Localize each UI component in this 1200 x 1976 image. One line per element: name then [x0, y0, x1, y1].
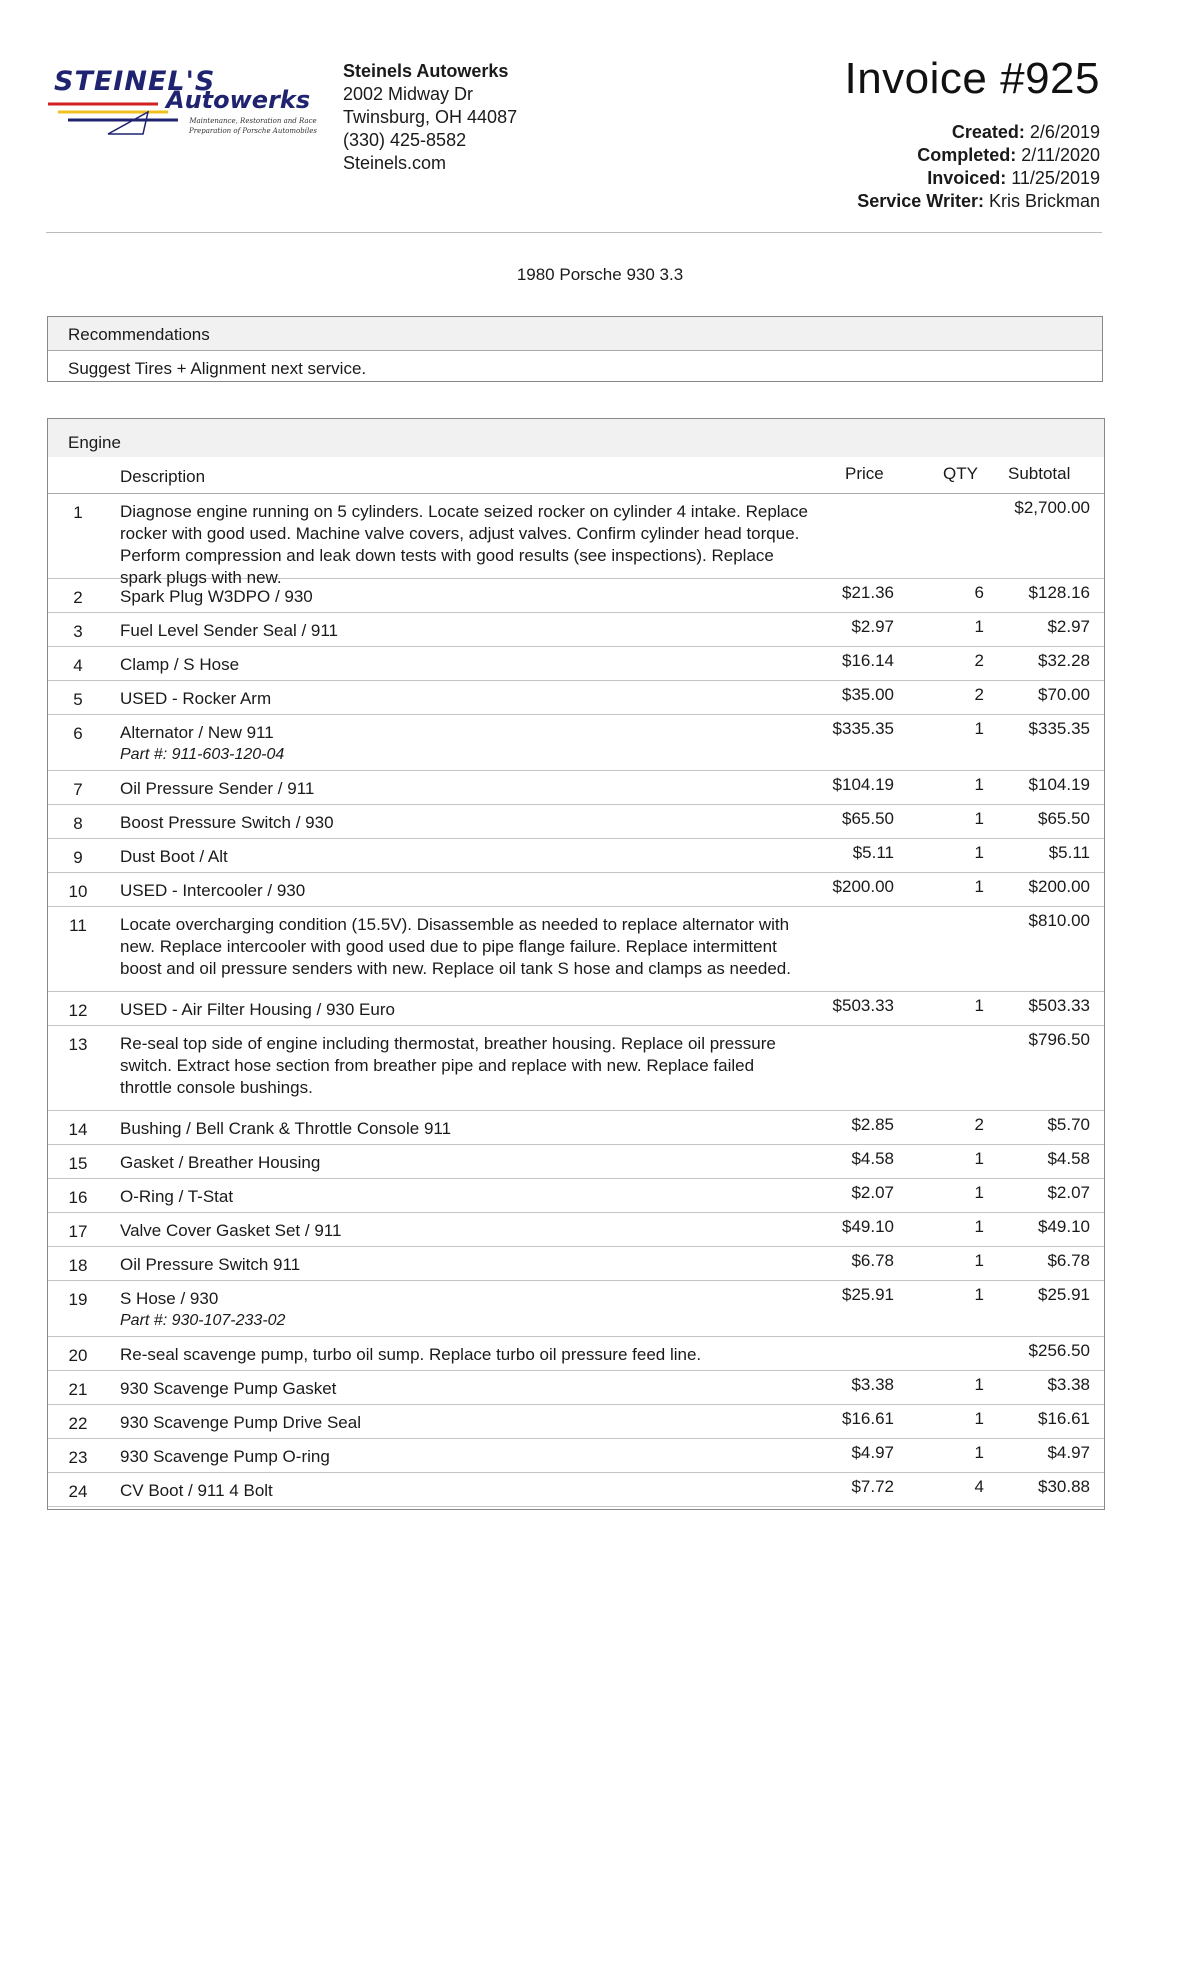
line-description [120, 1480, 810, 1502]
line-description [120, 812, 810, 834]
line-description [120, 1118, 810, 1140]
invoiced-date: 11/25/2019 [1011, 168, 1100, 188]
description-text: Dust Boot / Alt [120, 847, 228, 866]
part-number: Part #: 911-603-120-04 [120, 746, 285, 763]
table-row [48, 647, 1104, 681]
line-subtotal: $128.16 [1028, 583, 1090, 602]
quantity: 1 [974, 1183, 984, 1202]
table-row [48, 873, 1104, 907]
table-row [48, 715, 1104, 771]
service-writer: Kris Brickman [988, 191, 1100, 211]
line-subtotal: $256.50 [1028, 1341, 1090, 1360]
quantity: 1 [974, 1149, 984, 1168]
description-text: 930 Scavenge Pump Gasket [120, 1379, 337, 1398]
description-text: Spark Plug W3DPO / 930 [120, 587, 313, 606]
line-subtotal: $32.28 [1038, 651, 1090, 670]
description-text: Bushing / Bell Crank & Throttle Console 911 [120, 1119, 452, 1138]
line-number: 4 [73, 656, 83, 675]
quantity: 1 [974, 877, 984, 896]
line-description [120, 1220, 810, 1242]
unit-price: $503.33 [832, 996, 894, 1015]
line-description [120, 880, 810, 902]
description-text: O-Ring / T-Stat [120, 1187, 234, 1206]
line-description [120, 620, 810, 642]
line-number: 6 [73, 724, 83, 743]
description-header: Description [120, 467, 206, 486]
created-date: 2/6/2019 [1029, 122, 1100, 142]
engine-section-title: Engine [68, 433, 121, 452]
quantity: 1 [974, 1443, 984, 1462]
table-row [48, 1405, 1104, 1439]
table-row [48, 1213, 1104, 1247]
line-number: 22 [68, 1414, 88, 1433]
table-row [48, 1281, 1104, 1337]
unit-price: $35.00 [842, 685, 894, 704]
description-text: Re-seal scavenge pump, turbo oil sump. Replace turbo oil pressure feed line. [120, 1345, 702, 1364]
quantity: 2 [974, 651, 984, 670]
line-number: 12 [68, 1001, 88, 1020]
description-text: Oil Pressure Switch 911 [120, 1255, 301, 1274]
shop-phone: (330) 425-8582 [343, 130, 467, 150]
line-number: 14 [68, 1120, 88, 1139]
line-subtotal: $503.33 [1028, 996, 1090, 1015]
shop-website: Steinels.com [343, 153, 447, 173]
unit-price: $104.19 [832, 775, 894, 794]
engine-table [47, 418, 1105, 1510]
unit-price: $2.85 [851, 1115, 894, 1134]
quantity: 2 [974, 685, 984, 704]
description-text: Re-seal top side of engine including thermostat, breather housing. Replace oil pressure switch. Extract hose section from breather pipe and replace with new. Replace failed throttle console bushings. [120, 1034, 776, 1097]
line-subtotal: $16.61 [1038, 1409, 1090, 1428]
quantity: 1 [974, 843, 984, 862]
logo-wordmark: STEINEL'S [54, 66, 216, 97]
quantity: 1 [974, 1409, 984, 1428]
line-subtotal: $200.00 [1028, 877, 1090, 896]
part-number: Part #: 930-107-233-02 [120, 1312, 286, 1329]
description-text: CV Boot / 911 4 Bolt [120, 1481, 273, 1500]
unit-price: $7.72 [851, 1477, 894, 1496]
line-number: 3 [73, 622, 83, 641]
line-number: 10 [68, 882, 88, 901]
quantity: 1 [974, 617, 984, 636]
unit-price: $6.78 [851, 1251, 894, 1270]
price-header: Price [845, 464, 884, 483]
table-row [48, 992, 1104, 1026]
line-subtotal: $2.07 [1047, 1183, 1090, 1202]
line-number: 8 [73, 814, 83, 833]
line-subtotal: $3.38 [1047, 1375, 1090, 1394]
quantity: 1 [974, 1251, 984, 1270]
table-row [48, 681, 1104, 715]
line-description [120, 1033, 810, 1099]
line-description [120, 1288, 810, 1332]
recommendations-header [48, 317, 1102, 351]
invoice-dates [857, 121, 1100, 213]
line-description [120, 778, 810, 800]
line-number: 15 [68, 1154, 88, 1173]
description-text: Fuel Level Sender Seal / 911 [120, 621, 338, 640]
description-text: 930 Scavenge Pump O-ring [120, 1447, 330, 1466]
line-number: 9 [73, 848, 83, 867]
line-number: 11 [69, 916, 87, 935]
table-row [48, 805, 1104, 839]
description-text: Alternator / New 911 [120, 723, 274, 742]
completed-label: Completed: [917, 145, 1017, 165]
line-description [120, 586, 810, 608]
description-text: USED - Air Filter Housing / 930 Euro [120, 1000, 395, 1019]
line-description [120, 999, 810, 1021]
description-text: Boost Pressure Switch / 930 [120, 813, 334, 832]
table-row [48, 1247, 1104, 1281]
line-subtotal: $2.97 [1047, 617, 1090, 636]
line-subtotal: $4.97 [1047, 1443, 1090, 1462]
description-text: Gasket / Breather Housing [120, 1153, 321, 1172]
line-number: 18 [68, 1256, 88, 1275]
line-subtotal: $49.10 [1038, 1217, 1090, 1236]
line-subtotal: $5.11 [1048, 843, 1090, 862]
line-description [120, 846, 810, 868]
shop-name: Steinels Autowerks [343, 61, 509, 81]
description-text: Diagnose engine running on 5 cylinders. Locate seized rocker on cylinder 4 intake. Replace rocker with good used. Machine valve covers, adjust valves. Confirm cylinder head torque. Perform compression and leak down tests with good results (see inspections). Replace spark plugs with new. [120, 502, 808, 587]
line-number: 17 [68, 1222, 88, 1241]
quantity: 1 [974, 1375, 984, 1394]
unit-price: $3.38 [851, 1375, 894, 1394]
invoice-title: Invoice #925 [844, 54, 1100, 103]
unit-price: $25.91 [842, 1285, 894, 1304]
description-text: USED - Rocker Arm [120, 689, 272, 708]
line-subtotal: $25.91 [1038, 1285, 1090, 1304]
quantity: 4 [974, 1477, 984, 1496]
unit-price: $4.58 [851, 1149, 894, 1168]
line-number: 23 [68, 1448, 88, 1467]
line-description [120, 1254, 810, 1276]
completed-date: 2/11/2020 [1021, 145, 1100, 165]
invoiced-label: Invoiced: [927, 168, 1007, 188]
quantity: 1 [974, 1285, 984, 1304]
line-subtotal: $4.58 [1047, 1149, 1090, 1168]
line-number: 20 [68, 1346, 88, 1365]
line-subtotal: $335.35 [1028, 719, 1090, 738]
table-row [48, 1145, 1104, 1179]
quantity: 1 [974, 996, 984, 1015]
unit-price: $16.61 [842, 1409, 894, 1428]
line-number: 5 [73, 690, 83, 709]
unit-price: $21.36 [842, 583, 894, 602]
shop-address-block [343, 60, 517, 175]
unit-price: $2.97 [851, 617, 894, 636]
line-description [120, 1378, 810, 1400]
unit-price: $16.14 [842, 651, 894, 670]
description-text: 930 Scavenge Pump Drive Seal [120, 1413, 361, 1432]
table-row [48, 613, 1104, 647]
unit-price: $49.10 [842, 1217, 894, 1236]
line-description [120, 1412, 810, 1434]
description-text: S Hose / 930 [120, 1289, 219, 1308]
recommendations-title: Recommendations [68, 325, 210, 344]
description-text: Locate overcharging condition (15.5V). Disassemble as needed to replace alternator with new. Replace intercooler with good used due to pipe flange failure. Replace intermittent boost and oil pressure senders with new. Replace oil tank S hose and clamps as needed. [120, 915, 791, 978]
table-row [48, 494, 1104, 587]
logo-subtitle: Autowerks [166, 86, 311, 114]
shop-street: 2002 Midway Dr [343, 84, 474, 104]
quantity: 6 [974, 583, 984, 602]
line-subtotal: $104.19 [1028, 775, 1090, 794]
line-number: 2 [73, 588, 83, 607]
qty-header: QTY [943, 464, 978, 483]
line-description [120, 1186, 810, 1208]
line-number: 7 [73, 780, 83, 799]
unit-price: $5.11 [852, 843, 894, 862]
line-description [120, 654, 810, 676]
line-subtotal: $810.00 [1028, 911, 1090, 930]
line-subtotal: $796.50 [1028, 1030, 1090, 1049]
description-text: Oil Pressure Sender / 911 [120, 779, 315, 798]
unit-price: $335.35 [832, 719, 894, 738]
line-subtotal: $5.70 [1047, 1115, 1090, 1134]
line-description [120, 1344, 810, 1366]
table-row [48, 1473, 1104, 1507]
quantity: 1 [974, 809, 984, 828]
line-number: 19 [68, 1290, 88, 1309]
table-row [48, 1371, 1104, 1405]
recommendations-box [47, 316, 1103, 382]
line-description [120, 688, 810, 710]
line-subtotal: $70.00 [1038, 685, 1090, 704]
table-row [48, 579, 1104, 613]
table-row [48, 1439, 1104, 1473]
table-row [48, 1337, 1104, 1371]
shop-city: Twinsburg, OH 44087 [343, 107, 518, 127]
description-text: USED - Intercooler / 930 [120, 881, 306, 900]
line-number: 21 [68, 1380, 88, 1399]
line-description [120, 501, 810, 589]
engine-section-header [48, 419, 1104, 457]
created-label: Created: [951, 122, 1025, 142]
table-column-headers [48, 457, 1104, 494]
line-subtotal: $6.78 [1047, 1251, 1090, 1270]
quantity: 2 [974, 1115, 984, 1134]
table-row [48, 1026, 1104, 1111]
line-description [120, 914, 810, 980]
table-row [48, 771, 1104, 805]
description-text: Valve Cover Gasket Set / 911 [120, 1221, 342, 1240]
line-subtotal: $2,700.00 [1014, 498, 1090, 517]
quantity: 1 [974, 719, 984, 738]
quantity: 1 [974, 775, 984, 794]
subtotal-header: Subtotal [1008, 464, 1071, 483]
shop-logo [48, 66, 318, 162]
quantity: 1 [974, 1217, 984, 1236]
header-divider [46, 232, 1102, 233]
table-row [48, 1179, 1104, 1213]
line-number: 13 [68, 1035, 88, 1054]
line-description [120, 722, 810, 766]
recommendations-text: Suggest Tires + Alignment next service. [68, 359, 367, 378]
vehicle-title: 1980 Porsche 930 3.3 [516, 265, 684, 284]
description-text: Clamp / S Hose [120, 655, 240, 674]
logo-tagline: Maintenance, Restoration and Race Preparation of Porsche Automobiles [189, 117, 317, 135]
line-description [120, 1446, 810, 1468]
line-number: 1 [73, 503, 83, 522]
unit-price: $65.50 [842, 809, 894, 828]
line-subtotal: $30.88 [1038, 1477, 1090, 1496]
unit-price: $2.07 [851, 1183, 894, 1202]
writer-label: Service Writer: [857, 191, 984, 211]
unit-price: $4.97 [851, 1443, 894, 1462]
table-row [48, 907, 1104, 992]
line-subtotal: $65.50 [1038, 809, 1090, 828]
unit-price: $200.00 [832, 877, 894, 896]
table-row [48, 839, 1104, 873]
line-number: 24 [68, 1482, 88, 1501]
line-description [120, 1152, 810, 1174]
line-number: 16 [68, 1188, 88, 1207]
table-row [48, 1111, 1104, 1145]
